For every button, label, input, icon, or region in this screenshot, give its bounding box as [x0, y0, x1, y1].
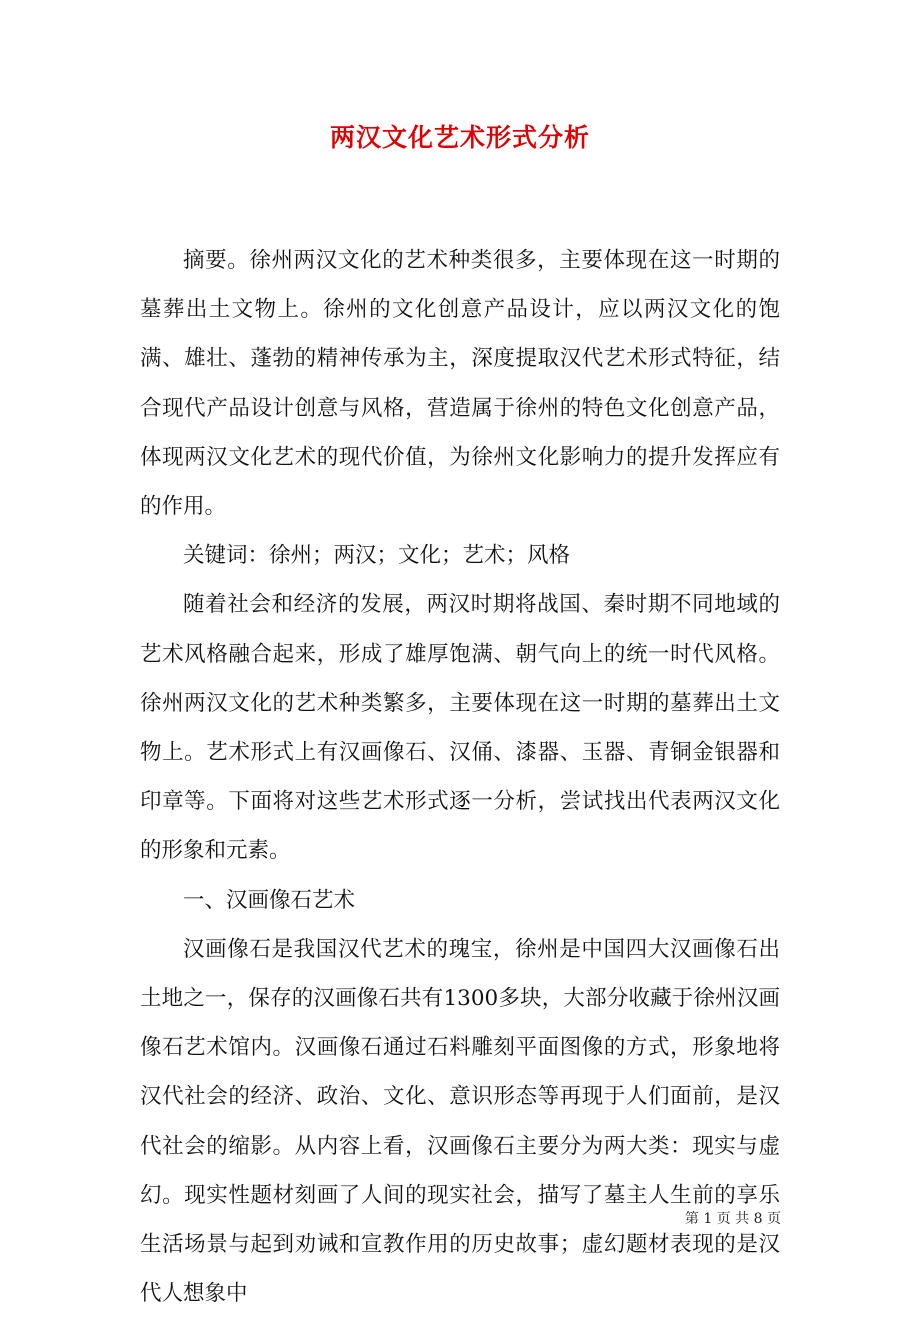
section-paragraph: 汉画像石是我国汉代艺术的瑰宝，徐州是中国四大汉画像石出土地之一，保存的汉画像石共有1300多块，大部分收藏于徐州汉画像石艺术馆内。汉画像石通过石料雕刻平面图像的方式，形象地将汉代社会的经济、政治、文化、意识形态等再现于人们面前，是汉代社会的缩影。从内容上看，汉画像石主要分为两大类：现实与虚幻。现实性题材刻画了人间的现实社会，描写了墓主人生前的享乐生活场景与起到劝诫和宣教作用的历史故事；虚幻题材表现的是汉代人想象中 [140, 936, 780, 1307]
document-body [140, 236, 780, 1318]
document-title: 两汉文化艺术形式分析 [329, 123, 590, 152]
intro-paragraph: 随着社会和经济的发展，两汉时期将战国、秦时期不同地域的艺术风格融合起来，形成了雄厚饱满、朝气向上的统一时代风格。徐州两汉文化的艺术种类繁多，主要体现在这一时期的墓葬出土文物上。艺术形式上有汉画像石、汉俑、漆器、玉器、青铜金银器和印章等。下面将对这些艺术形式逐一分析，尝试找出代表两汉文化的形象和元素。 [140, 592, 780, 864]
abstract-paragraph: 摘要。徐州两汉文化的艺术种类很多，主要体现在这一时期的墓葬出土文物上。徐州的文化创意产品设计，应以两汉文化的饱满、雄壮、蓬勃的精神传承为主，深度提取汉代艺术形式特征，结合现代产品设计创意与风格，营造属于徐州的特色文化创意产品，体现两汉文化艺术的现代价值，为徐州文化影响力的提升发挥应有的作用。 [140, 248, 780, 520]
page-number-footer: 第 1 页 共 8 页 [684, 1211, 781, 1227]
section-heading: 一、汉画像石艺术 [183, 887, 356, 913]
keywords-paragraph: 关键词：徐州；两汉；文化；艺术；风格 [183, 543, 571, 569]
